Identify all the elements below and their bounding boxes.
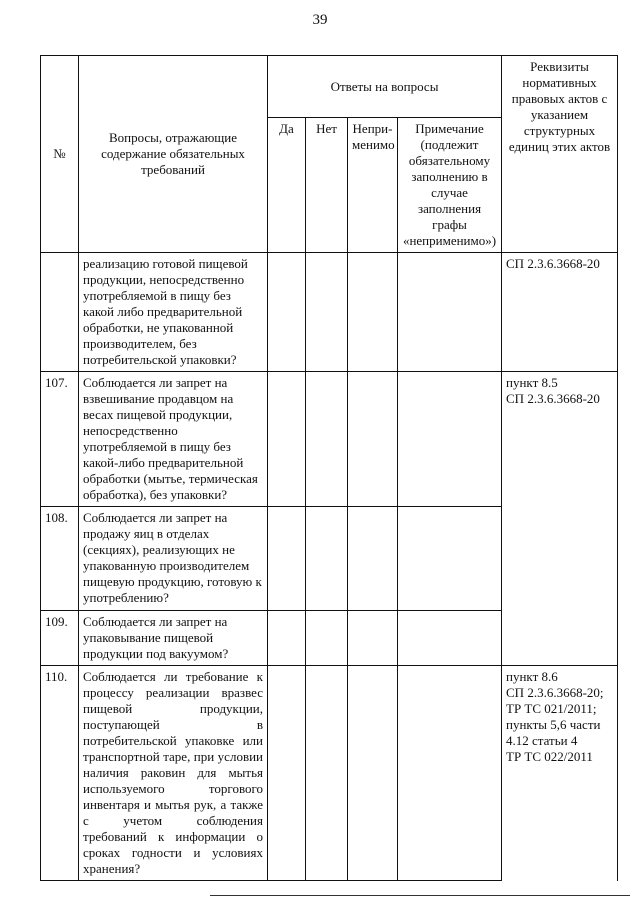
row-question: Соблюдается ли запрет на взвешивание продавцом на весах пищевой продукции, непосредственно употребляемой в пищу без какой-либо предварительной обработки (мытье, термическая обработка), без упаковки? bbox=[79, 372, 268, 507]
answer-na-cell[interactable] bbox=[348, 372, 398, 507]
note-cell[interactable] bbox=[398, 372, 502, 507]
answer-yes-cell[interactable] bbox=[268, 611, 306, 666]
answer-no-cell[interactable] bbox=[306, 611, 348, 666]
answer-yes-cell[interactable] bbox=[268, 372, 306, 507]
header-yes: Да bbox=[268, 118, 306, 253]
row-number: 107. bbox=[41, 372, 79, 507]
row-number: 108. bbox=[41, 507, 79, 611]
header-legal-refs: Реквизиты нормативных правовых актов с указанием структурных единиц этих актов bbox=[502, 56, 618, 253]
answer-no-cell[interactable] bbox=[306, 372, 348, 507]
note-cell[interactable] bbox=[398, 253, 502, 372]
header-answers-group: Ответы на вопросы bbox=[268, 56, 502, 118]
row-question: Соблюдается ли запрет на упаковывание пищевой продукции под вакуумом? bbox=[79, 611, 268, 666]
header-not-applicable: Непри- менимо bbox=[348, 118, 398, 253]
answer-yes-cell[interactable] bbox=[268, 253, 306, 372]
note-cell[interactable] bbox=[398, 507, 502, 611]
row-number: 109. bbox=[41, 611, 79, 666]
answer-na-cell[interactable] bbox=[348, 611, 398, 666]
row-legal-ref: СП 2.3.6.3668-20 bbox=[502, 253, 618, 372]
answer-na-cell[interactable] bbox=[348, 253, 398, 372]
row-number bbox=[41, 253, 79, 372]
table-row bbox=[41, 372, 618, 507]
row-question: Соблюдается ли требование к процессу реализации вразвес пищевой продукции, поступающей в потребительской упаковке или транспортной таре, при условии наличия раковин для мытья используемого торгового инвентаря и мытья рук, а также с учетом соблюдения требований к информации о сроках годности и условиях хранения? bbox=[79, 666, 268, 881]
answer-na-cell[interactable] bbox=[348, 507, 398, 611]
note-cell[interactable] bbox=[398, 666, 502, 881]
header-number: № bbox=[41, 56, 79, 253]
answer-no-cell[interactable] bbox=[306, 253, 348, 372]
answer-yes-cell[interactable] bbox=[268, 666, 306, 881]
header-question: Вопросы, отражающие содержание обязательных требований bbox=[79, 56, 268, 253]
answer-no-cell[interactable] bbox=[306, 666, 348, 881]
row-legal-ref: пункт 8.5 СП 2.3.6.3668-20 bbox=[502, 372, 618, 666]
checklist-table bbox=[40, 55, 618, 881]
page-number: 39 bbox=[312, 12, 328, 28]
table-row bbox=[41, 666, 618, 881]
row-question: реализацию готовой пищевой продукции, непосредственно употребляемой в пищу без какой либо предварительной обработки, не упакованной производителем, без потребительской упаковки? bbox=[79, 253, 268, 372]
header-note: Примечание (подлежит обязательному заполнению в случае заполнения графы «неприменимо») bbox=[398, 118, 502, 253]
row-legal-ref: пункт 8.6 СП 2.3.6.3668-20; ТР ТС 021/2011; пункты 5,6 части 4.12 статьи 4 ТР ТС 022/2011 bbox=[502, 666, 618, 881]
note-cell[interactable] bbox=[398, 611, 502, 666]
answer-no-cell[interactable] bbox=[306, 507, 348, 611]
header-no: Нет bbox=[306, 118, 348, 253]
row-number: 110. bbox=[41, 666, 79, 881]
row-question: Соблюдается ли запрет на продажу яиц в отделах (секциях), реализующих не упакованную производителем пищевую продукцию, готовую к употреблению? bbox=[79, 507, 268, 611]
answer-yes-cell[interactable] bbox=[268, 507, 306, 611]
table-row bbox=[41, 253, 618, 372]
page-bottom-rule bbox=[210, 895, 630, 896]
answer-na-cell[interactable] bbox=[348, 666, 398, 881]
